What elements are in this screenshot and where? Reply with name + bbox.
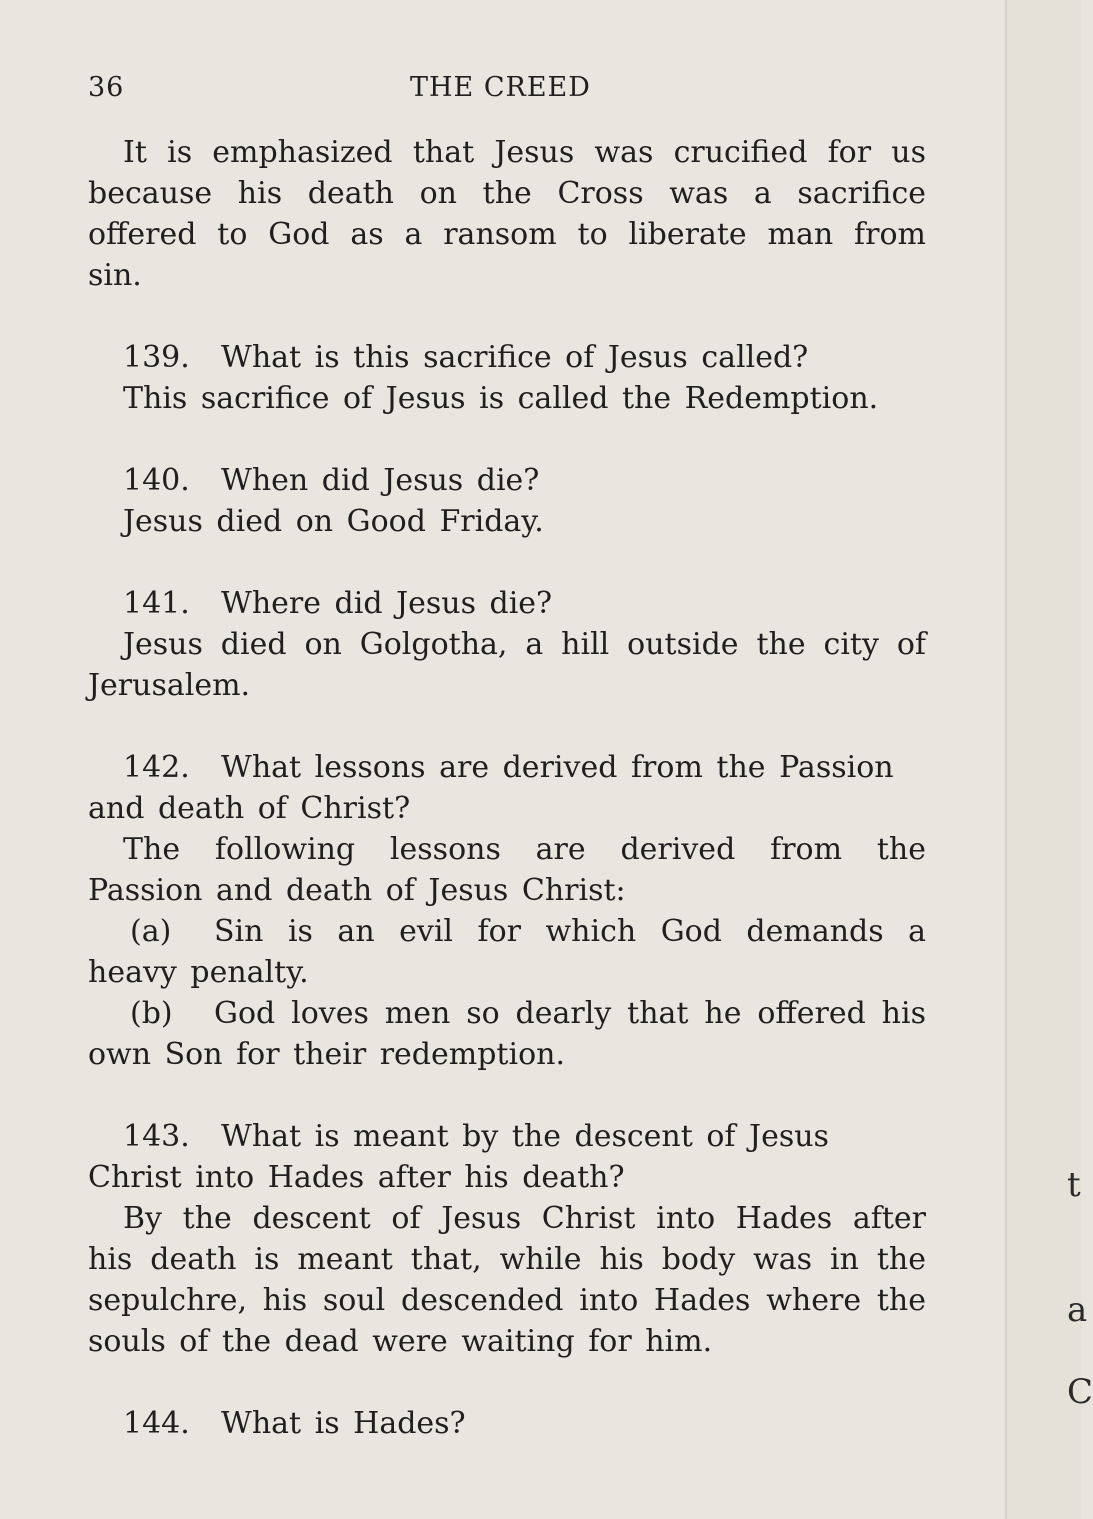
answer-139: This sacrifice of Jesus is called the Redemption. <box>123 381 879 416</box>
point-text: Sin is an evil for which God demands a heavy penalty. <box>88 914 926 990</box>
question-142 <box>88 747 926 829</box>
answer-143: By the descent of Jesus Christ into Hades after his death is meant that, while his body was in the sepulchre, his soul descended into Hades where the souls of the dead were waiting for him. <box>88 1201 926 1359</box>
question-text: What is Hades? <box>221 1406 466 1441</box>
question-141 <box>88 583 926 624</box>
point-text: God loves men so dearly that he offered his own Son for their redemption. <box>88 996 926 1072</box>
intro-paragraph: It is emphasized that Jesus was crucified for us because his death on the Cross was a sacrifice offered to God as a ransom to liberate man from sin. <box>88 135 926 293</box>
page-body <box>88 132 926 1444</box>
facing-page-edge <box>1005 0 1093 1519</box>
answer-141: Jesus died on Golgotha, a hill outside the city of Jerusalem. <box>88 627 926 703</box>
point-label: (a) <box>130 914 172 949</box>
answer-140: Jesus died on Good Friday. <box>123 504 544 539</box>
edge-glyph: C <box>1067 1372 1093 1412</box>
page-number: 36 <box>88 72 125 103</box>
question-144 <box>88 1403 926 1444</box>
question-number: 144. <box>123 1406 190 1441</box>
question-number: 140. <box>123 463 190 498</box>
running-title: THE CREED <box>410 72 591 103</box>
question-139 <box>88 337 926 378</box>
point-b <box>88 993 926 1075</box>
question-text: Where did Jesus die? <box>221 586 553 621</box>
question-number: 141. <box>123 586 190 621</box>
question-text: What lessons are derived from the Passion and death of Christ? <box>88 750 894 826</box>
question-text: What is meant by the descent of Jesus Christ into Hades after his death? <box>88 1119 829 1195</box>
question-number: 142. <box>123 750 190 785</box>
question-text: When did Jesus die? <box>221 463 540 498</box>
edge-glyph: a <box>1067 1290 1088 1330</box>
point-label: (b) <box>130 996 173 1031</box>
question-140 <box>88 460 926 501</box>
answer-142: The following lessons are derived from the Passion and death of Jesus Christ: <box>88 832 926 908</box>
edge-glyph: t <box>1067 1165 1081 1205</box>
question-number: 143. <box>123 1119 190 1154</box>
question-143 <box>88 1116 926 1198</box>
page-header <box>88 72 928 112</box>
question-text: What is this sacrifice of Jesus called? <box>221 340 809 375</box>
question-number: 139. <box>123 340 190 375</box>
point-a <box>88 911 926 993</box>
